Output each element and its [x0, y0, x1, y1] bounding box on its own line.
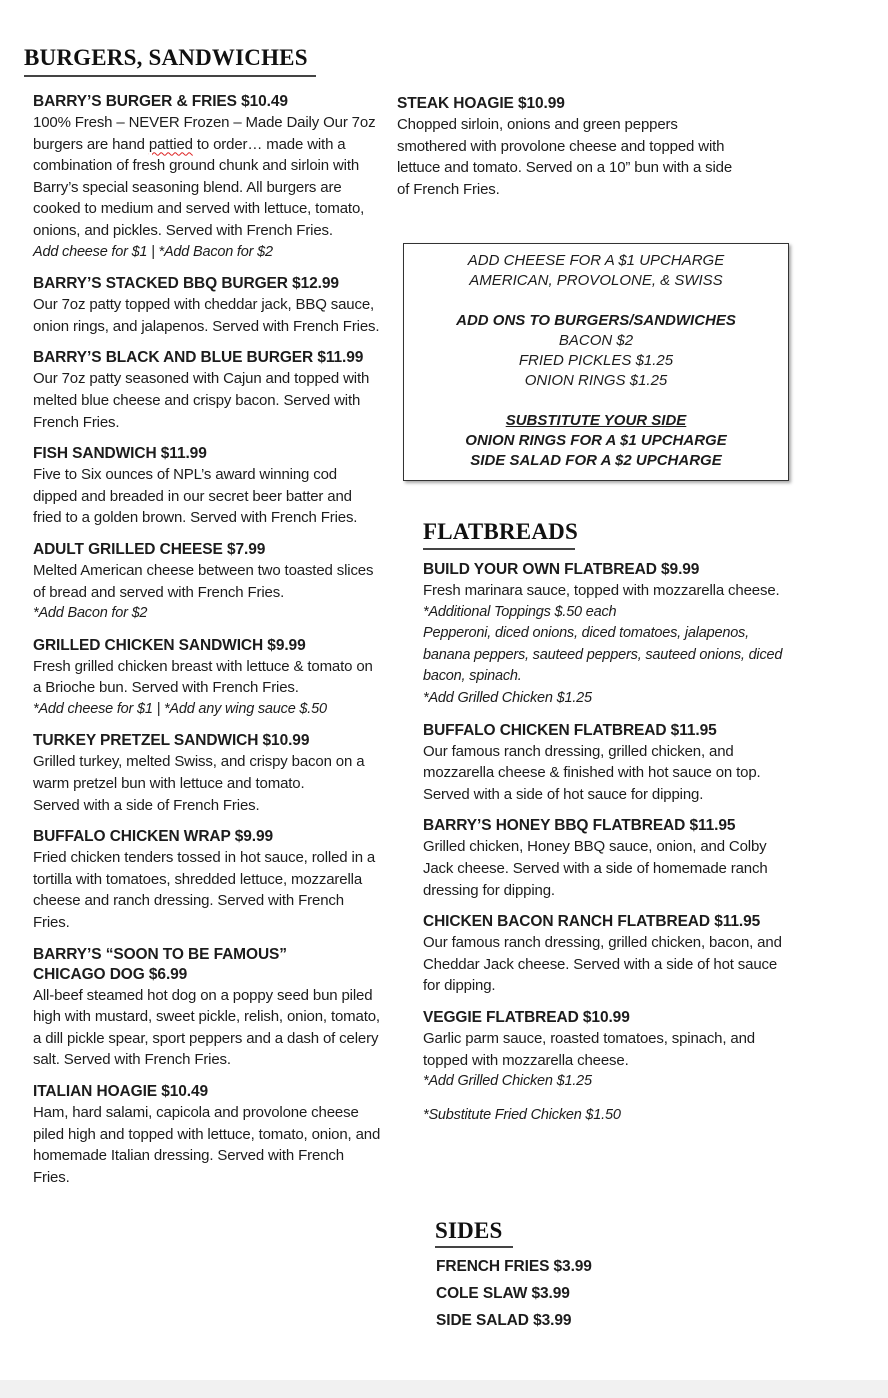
item-description: All-beef steamed hot dog on a poppy seed bun piled high with mustard, sweet pickle, relish, onion, tomato, a dill pickle spear, sport peppers and a dash of celery salt. Served with French Fries. — [33, 986, 380, 1069]
item-name: BARRY’S HONEY BBQ FLATBREAD $11.95 — [423, 817, 736, 835]
flatbreads-title-underline — [423, 548, 575, 550]
item-name: BARRY’S BURGER & FRIES $10.49 — [33, 93, 288, 110]
cheese-upcharge-heading: ADD CHEESE FOR A $1 UPCHARGE — [467, 252, 725, 269]
item-description: Our 7oz patty topped with cheddar jack, BBQ sauce, onion rings, and jalapenos. Served with French Fries. — [33, 296, 380, 335]
item-name: BUFFALO CHICKEN FLATBREAD $11.95 — [423, 721, 717, 739]
burgers-title-underline — [24, 75, 316, 77]
flatbread-footnote: *Substitute Fried Chicken $1.50 — [423, 1106, 621, 1123]
flatbreads-section-title: FLATBREADS — [423, 519, 578, 544]
item-description-part: to order… made with a combination of fresh ground chunk and sirloin with Barry’s special seasoning blend. All burgers are cooked to medium and served with lettuce, tomato, onions, and pickles. Served with French Fries. — [33, 135, 365, 239]
item-name: BUFFALO CHICKEN WRAP $9.99 — [33, 828, 273, 846]
item-description — [33, 112, 383, 242]
menu-item-stacked-bbq-burger — [33, 274, 383, 337]
item-description: Our 7oz patty seasoned with Cajun and topped with melted blue cheese and crispy bacon. Served with French Fries. — [33, 370, 370, 431]
item-description-part: 100% Fresh – NEVER Frozen – Made Daily Our 7oz burgers are hand — [33, 114, 376, 153]
item-description: Ham, hard salami, capicola and provolone cheese piled high and topped with lettuce, tomato, onion, and homemade Italian dressing. Served with French Fries. — [33, 1104, 381, 1186]
menu-item-fish-sandwich — [33, 444, 383, 529]
item-description: Chopped sirloin, onions and green peppers smothered with provolone cheese and topped with lettuce and tomato. Served on a 10” bun with a side of French Fries. — [397, 116, 733, 198]
item-description: Fresh grilled chicken breast with lettuce & tomato on a Brioche bun. Served with French Fries. — [33, 657, 373, 697]
item-name: BUILD YOUR OWN FLATBREAD $9.99 — [423, 561, 700, 578]
item-description: Garlic parm sauce, roasted tomatoes, spinach, and topped with mozzarella cheese. — [423, 1029, 755, 1069]
cheese-types: AMERICAN, PROVOLONE, & SWISS — [469, 272, 723, 289]
item-description: Five to Six ounces of NPL’s award winning cod dipped and breaded in our secret beer batter and fried to a golden brown. Served with French Fries. — [33, 466, 358, 527]
item-name: ITALIAN HOAGIE $10.49 — [33, 1083, 209, 1100]
substitute-side-group — [404, 411, 788, 471]
substitute-side-heading: SUBSTITUTE YOUR SIDE — [505, 412, 687, 429]
item-name-line: CHICAGO DOG $6.99 — [33, 965, 188, 983]
item-description: Grilled turkey, melted Swiss, and crispy bacon on a warm pretzel bun with lettuce and tomato. — [33, 753, 365, 793]
item-name: TURKEY PRETZEL SANDWICH $10.99 — [33, 732, 310, 750]
item-name: BARRY’S “SOON TO BE FAMOUS” — [33, 945, 287, 963]
menu-item-build-your-own-flatbread — [423, 560, 788, 710]
item-description: Fresh marinara sauce, topped with mozzarella cheese. — [423, 582, 780, 599]
menu-item-barrys-burger — [33, 92, 383, 263]
menu-item-turkey-pretzel-sandwich — [33, 731, 383, 816]
item-name: BARRY’S BLACK AND BLUE BURGER $11.99 — [33, 349, 364, 367]
item-description-line: Served with a side of French Fries. — [33, 796, 260, 814]
side-french-fries: FRENCH FRIES $3.99 — [436, 1258, 592, 1275]
spellcheck-underlined-word: pattied — [148, 135, 193, 153]
sides-title-underline — [435, 1246, 513, 1248]
addons-box — [403, 243, 789, 481]
menu-item-italian-hoagie — [33, 1082, 383, 1188]
cheese-upcharge-group — [404, 251, 788, 291]
flatbreads-column — [423, 560, 788, 1126]
menu-item-chicken-bacon-ranch-flatbread — [423, 912, 788, 997]
menu-item-black-and-blue-burger — [33, 348, 383, 433]
burgers-column — [33, 92, 383, 1199]
steak-hoagie-block — [397, 94, 747, 200]
item-note: *Additional Toppings $.50 each — [423, 603, 617, 620]
toppings-list: Pepperoni, diced onions, diced tomatoes, jalapenos, banana peppers, sauteed peppers, sauteed onions, diced bacon, spinach. — [423, 625, 783, 685]
item-note: *Add Grilled Chicken $1.25 — [423, 689, 592, 706]
item-name: FISH SANDWICH $11.99 — [33, 445, 207, 463]
menu-item-chicago-dog — [33, 945, 383, 1071]
addons-heading: ADD ONS TO BURGERS/SANDWICHES — [456, 312, 736, 329]
item-description: Our famous ranch dressing, grilled chicken, and mozzarella cheese & finished with hot sauce on top. Served with a side of hot sauce for dipping. — [423, 742, 761, 803]
item-note: *Add cheese for $1 | *Add any wing sauce $.50 — [33, 700, 327, 717]
addons-group — [404, 311, 788, 391]
menu-item-buffalo-chicken-wrap — [33, 827, 383, 933]
menu-item-adult-grilled-cheese — [33, 540, 383, 625]
addon-fried-pickles: FRIED PICKLES $1.25 — [518, 352, 674, 369]
menu-item-honey-bbq-flatbread — [423, 816, 788, 901]
side-cole-slaw: COLE SLAW $3.99 — [436, 1285, 570, 1302]
item-name: GRILLED CHICKEN SANDWICH $9.99 — [33, 636, 306, 654]
substitute-onion-rings: ONION RINGS FOR A $1 UPCHARGE — [465, 432, 727, 449]
item-name: STEAK HOAGIE $10.99 — [397, 95, 565, 112]
item-description: Melted American cheese between two toasted slices of bread and served with French Fries. — [33, 561, 374, 601]
addon-bacon: BACON $2 — [558, 332, 634, 349]
substitute-side-salad: SIDE SALAD FOR A $2 UPCHARGE — [470, 452, 722, 469]
item-note: *Add Bacon for $2 — [33, 605, 148, 622]
item-description: Our famous ranch dressing, grilled chicken, bacon, and Cheddar Jack cheese. Served with a side of hot sauce for dipping. — [423, 934, 782, 995]
item-note: *Add Grilled Chicken $1.25 — [423, 1073, 592, 1090]
item-note: Add cheese for $1 | *Add Bacon for $2 — [33, 243, 273, 260]
item-name: BARRY’S STACKED BBQ BURGER $12.99 — [33, 275, 339, 293]
addon-onion-rings: ONION RINGS $1.25 — [524, 372, 668, 389]
sides-section-title: SIDES — [435, 1218, 503, 1243]
sides-list — [436, 1253, 736, 1334]
burgers-section-title: BURGERS, SANDWICHES — [24, 45, 308, 70]
item-name: ADULT GRILLED CHEESE $7.99 — [33, 540, 266, 558]
menu-item-veggie-flatbread — [423, 1008, 788, 1093]
menu-item-buffalo-chicken-flatbread — [423, 721, 788, 806]
side-salad: SIDE SALAD $3.99 — [436, 1312, 572, 1329]
item-description: Grilled chicken, Honey BBQ sauce, onion, and Colby Jack cheese. Served with a side of homemade ranch dressing for dipping. — [423, 838, 768, 899]
page-bottom-edge — [0, 1380, 888, 1398]
item-name: VEGGIE FLATBREAD $10.99 — [423, 1008, 630, 1026]
item-name: CHICKEN BACON RANCH FLATBREAD $11.95 — [423, 913, 761, 931]
item-description: Fried chicken tenders tossed in hot sauce, rolled in a tortilla with tomatoes, shredded lettuce, mozzarella cheese and ranch dressing. Served with French Fries. — [33, 849, 376, 932]
menu-item-grilled-chicken-sandwich — [33, 636, 383, 721]
